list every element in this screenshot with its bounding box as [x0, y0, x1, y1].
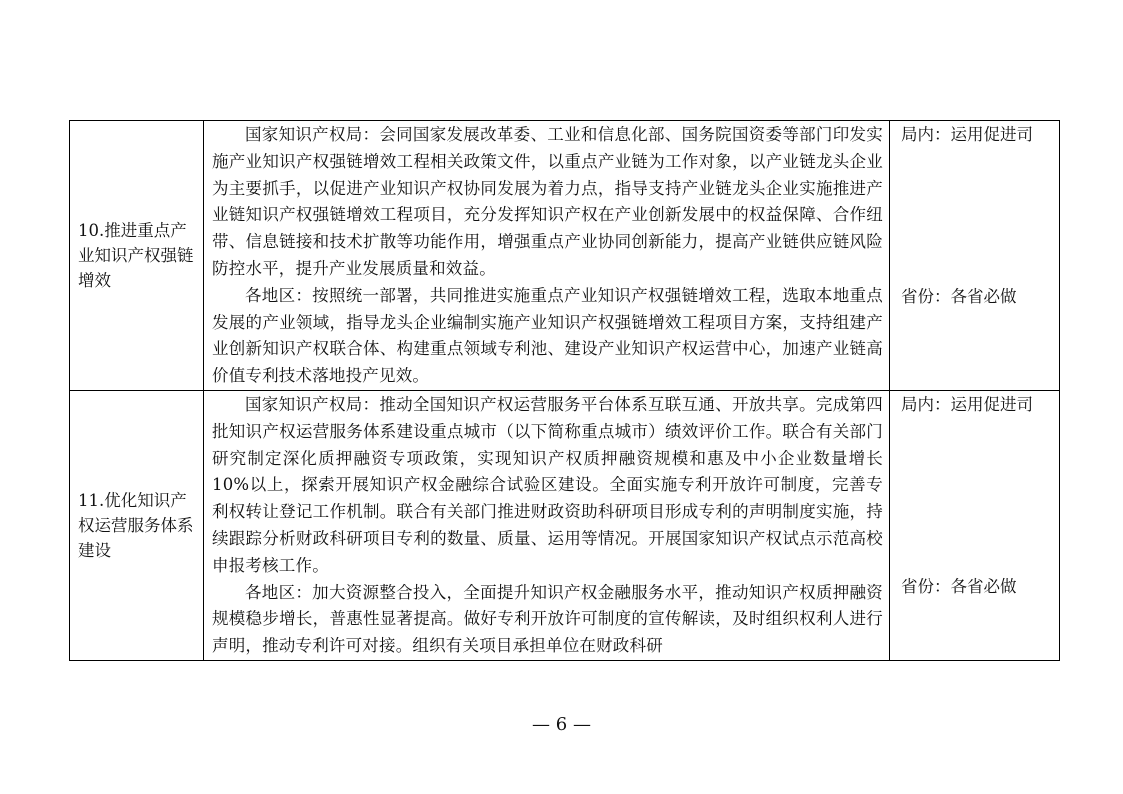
- task-name: 11.优化知识产权运营服务体系建设: [78, 490, 194, 560]
- content-paragraph: 国家知识产权局：推动全国知识产权运营服务平台体系互联互通、开放共享。完成第四批知识产权运营服务体系建设重点城市（以下简称重点城市）绩效评价工作。联合有关部门研究制定深化质押融资专项政策，实现知识产权质押融资规模和惠及中小企业数量增长10%以上，探索开展知识产权金融综合试验区建设。全面实施专利开放许可制度，完善专利权转让登记工作机制。联合有关部门推进财政资助科研项目形成专利的声明制度实施，持续跟踪分析财政科研项目专利的数量、质量、运用等情况。开展国家知识产权试点示范高校申报考核工作。: [212, 395, 883, 575]
- task-cell: [70, 391, 204, 661]
- page-number: — 6 —: [532, 714, 591, 735]
- content-paragraph: 各地区：按照统一部署，共同推进实施重点产业知识产权强链增效工程，选取本地重点发展的产业领域，指导龙头企业编制实施产业知识产权强链增效工程项目方案，支持组建产业创新知识产权联合体、构建重点领域专利池、建设产业知识产权运营中心，加速产业链高价值专利技术落地投产见效。: [212, 285, 883, 386]
- responsible-bureau: 局内：运用促进司: [901, 125, 1033, 144]
- responsible-provinces: 省份：各省必做: [901, 577, 1017, 596]
- task-cell: [70, 121, 204, 391]
- responsible-provinces: 省份：各省必做: [901, 287, 1017, 306]
- content-paragraph: 国家知识产权局：会同国家发展改革委、工业和信息化部、国务院国资委等部门印发实施产业知识产权强链增效工程相关政策文件，以重点产业链为工作对象，以产业链龙头企业为主要抓手，以促进产业知识产权协同发展为着力点，指导支持产业链龙头企业实施推进产业链知识产权强链增效工程项目，充分发挥知识产权在产业创新发展中的权益保障、合作纽带、信息链接和技术扩散等功能作用，增强重点产业协同创新能力，提高产业链供应链风险防控水平，提升产业发展质量和效益。: [212, 125, 883, 278]
- responsible-bureau: 局内：运用促进司: [901, 395, 1033, 414]
- responsible-cell: [890, 121, 1060, 391]
- content-cell: [204, 391, 890, 661]
- content-cell: [204, 121, 890, 391]
- responsible-cell: [890, 391, 1060, 661]
- table-row: [70, 121, 1060, 391]
- content-paragraph: 各地区：加大资源整合投入，全面提升知识产权金融服务水平，推动知识产权质押融资规模稳步增长，普惠性显著提高。做好专利开放许可制度的宣传解读，及时组织权利人进行声明，推动专利许可对接。组织有关项目承担单位在财政科研: [212, 582, 883, 656]
- table-row: [70, 391, 1060, 661]
- task-name: 10.推进重点产业知识产权强链增效: [78, 221, 194, 290]
- task-table: [69, 120, 1060, 661]
